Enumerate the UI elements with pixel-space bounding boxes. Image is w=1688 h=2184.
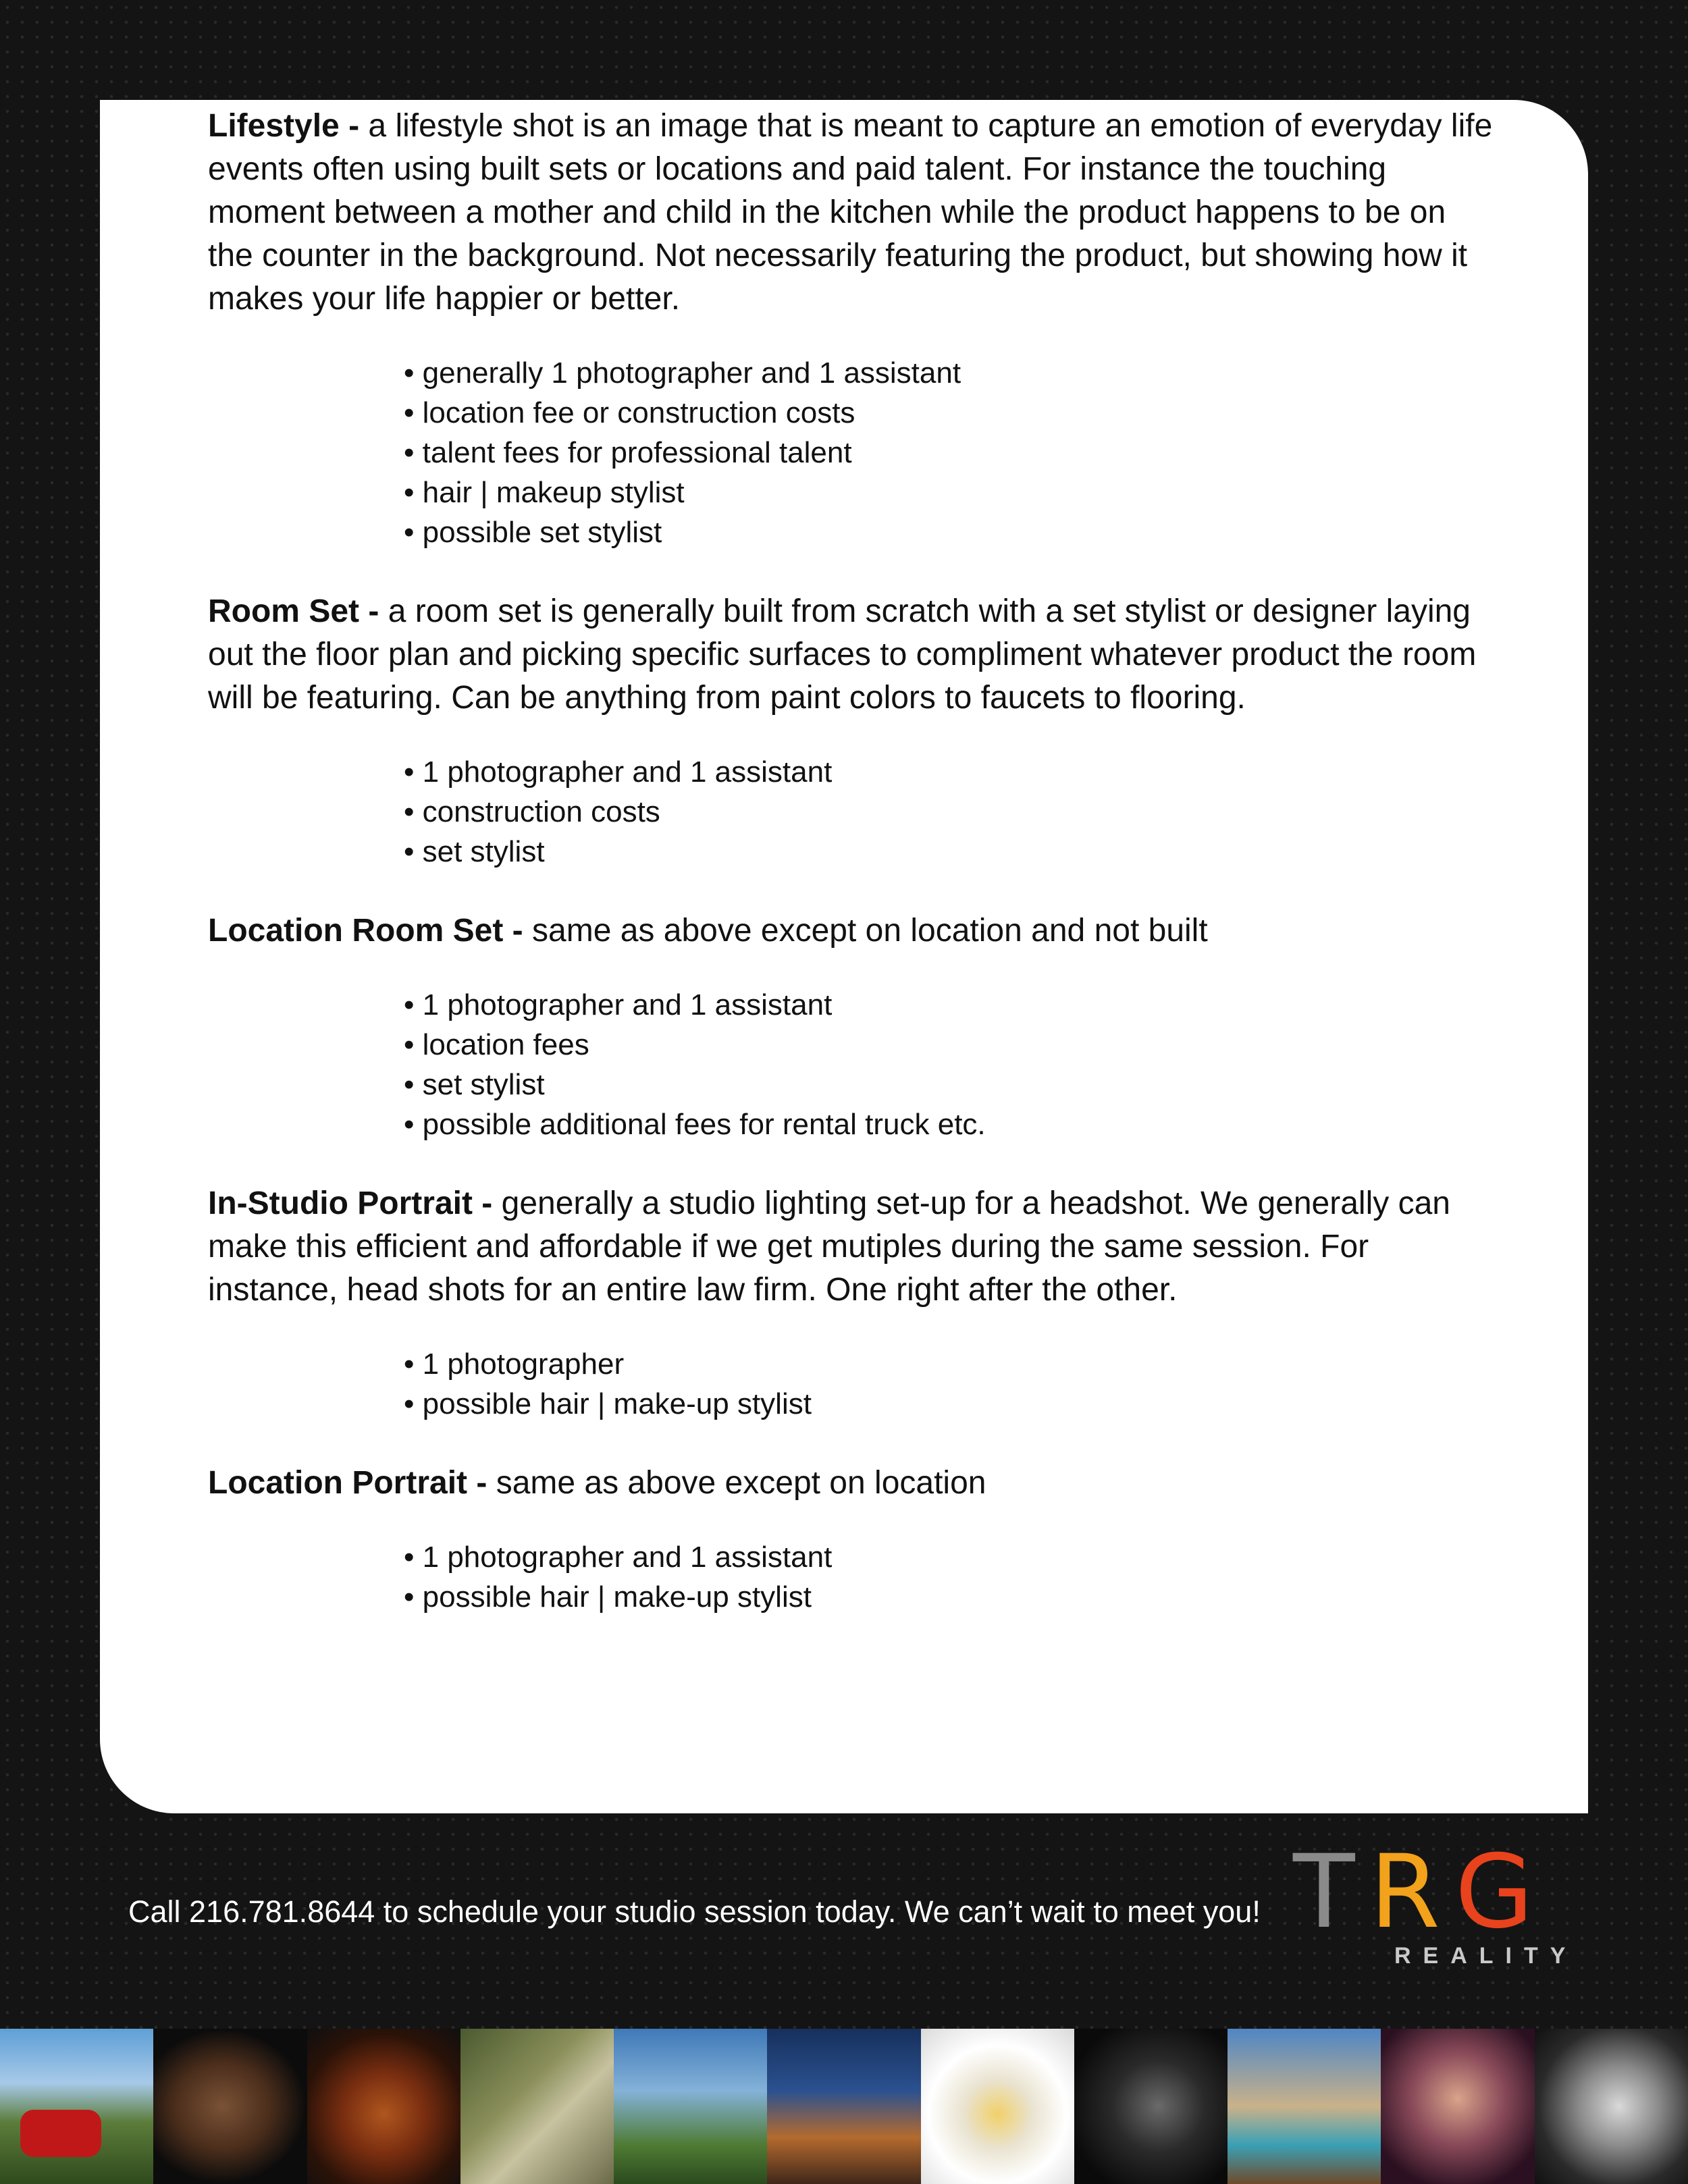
list-item: • talent fees for professional talent <box>404 433 1498 473</box>
logo-subtitle: REALITY <box>1394 1943 1578 1969</box>
bullet-list <box>404 1344 1498 1424</box>
list-item: • location fee or construction costs <box>404 393 1498 433</box>
photo-strip <box>0 2029 1688 2184</box>
red-car-house-photo <box>0 2029 153 2184</box>
section-paragraph <box>208 105 1498 321</box>
list-item: • possible hair | make-up stylist <box>404 1384 1498 1424</box>
section-title: Room Set - <box>208 593 379 629</box>
list-item: • construction costs <box>404 792 1498 832</box>
television-photo <box>1074 2029 1228 2184</box>
plated-food-photo <box>921 2029 1074 2184</box>
section-location-room-set <box>208 909 1498 1144</box>
section-in-studio-portrait <box>208 1182 1498 1424</box>
list-item: • generally 1 photographer and 1 assistant <box>404 353 1498 393</box>
section-paragraph <box>208 590 1498 720</box>
section-title: Location Room Set - <box>208 913 523 949</box>
list-item: • 1 photographer <box>404 1344 1498 1384</box>
document-body <box>208 105 1498 1655</box>
room-interior-photo <box>460 2029 614 2184</box>
list-item: • location fees <box>404 1025 1498 1065</box>
bullet-list <box>404 1537 1498 1617</box>
trg-reality-logo <box>1293 1834 1590 1970</box>
list-item: • possible set stylist <box>404 512 1498 552</box>
list-item: • possible hair | make-up stylist <box>404 1577 1498 1617</box>
section-location-portrait <box>208 1462 1498 1617</box>
section-title: In-Studio Portrait - <box>208 1186 493 1221</box>
section-paragraph <box>208 1182 1498 1312</box>
section-body: a room set is generally built from scratch with a set stylist or designer laying out the floor plan and picking specific surfaces to compliment whatever product the room will be featuring. Can be anything from paint colors to faucets to flooring. <box>208 593 1477 716</box>
bullet-list <box>404 985 1498 1144</box>
call-to-action: Call 216.781.8644 to schedule your studio session today. We can’t wait to meet you! <box>128 1894 1261 1929</box>
logo-letter-t: T <box>1293 1834 1370 1951</box>
child-playing-photo <box>614 2029 767 2184</box>
list-item: • possible additional fees for rental truck etc. <box>404 1104 1498 1144</box>
logo-letter-r: R <box>1369 1834 1455 1951</box>
bullet-list <box>404 752 1498 872</box>
section-paragraph <box>208 909 1498 953</box>
bullet-list <box>404 353 1498 552</box>
list-item: • 1 photographer and 1 assistant <box>404 752 1498 792</box>
logo-letter-g: G <box>1454 1834 1549 1951</box>
mechanical-part-photo <box>1535 2029 1688 2184</box>
logo-letters <box>1293 1834 1549 1951</box>
list-item: • 1 photographer and 1 assistant <box>404 1537 1498 1577</box>
product-display-photo <box>1228 2029 1381 2184</box>
list-item: • hair | makeup stylist <box>404 473 1498 512</box>
couple-portrait-photo <box>1381 2029 1534 2184</box>
building-dusk-photo <box>767 2029 920 2184</box>
fried-chicken-photo <box>307 2029 460 2184</box>
section-body: generally a studio lighting set-up for a headshot. We generally can make this efficient and affordable if we get mutiples during the same session. For instance, head shots for an entire law firm. One right after the other. <box>208 1186 1450 1308</box>
section-lifestyle <box>208 105 1498 552</box>
section-body: same as above except on location <box>496 1465 986 1501</box>
list-item: • set stylist <box>404 1065 1498 1104</box>
list-item: • set stylist <box>404 832 1498 872</box>
list-item: • 1 photographer and 1 assistant <box>404 985 1498 1025</box>
section-room-set <box>208 590 1498 872</box>
section-title: Lifestyle - <box>208 108 360 144</box>
section-body: a lifestyle shot is an image that is meant to capture an emotion of everyday life events often using built sets or locations and paid talent. For instance the touching moment between a mother and child in the kitchen while the product happens to be on the counter in the background. Not necessarily featuring the product, but showing how it makes your life happier or better. <box>208 108 1493 317</box>
section-body: same as above except on location and not built <box>532 913 1208 949</box>
section-paragraph <box>208 1462 1498 1505</box>
football-photo <box>153 2029 307 2184</box>
section-title: Location Portrait - <box>208 1465 487 1501</box>
